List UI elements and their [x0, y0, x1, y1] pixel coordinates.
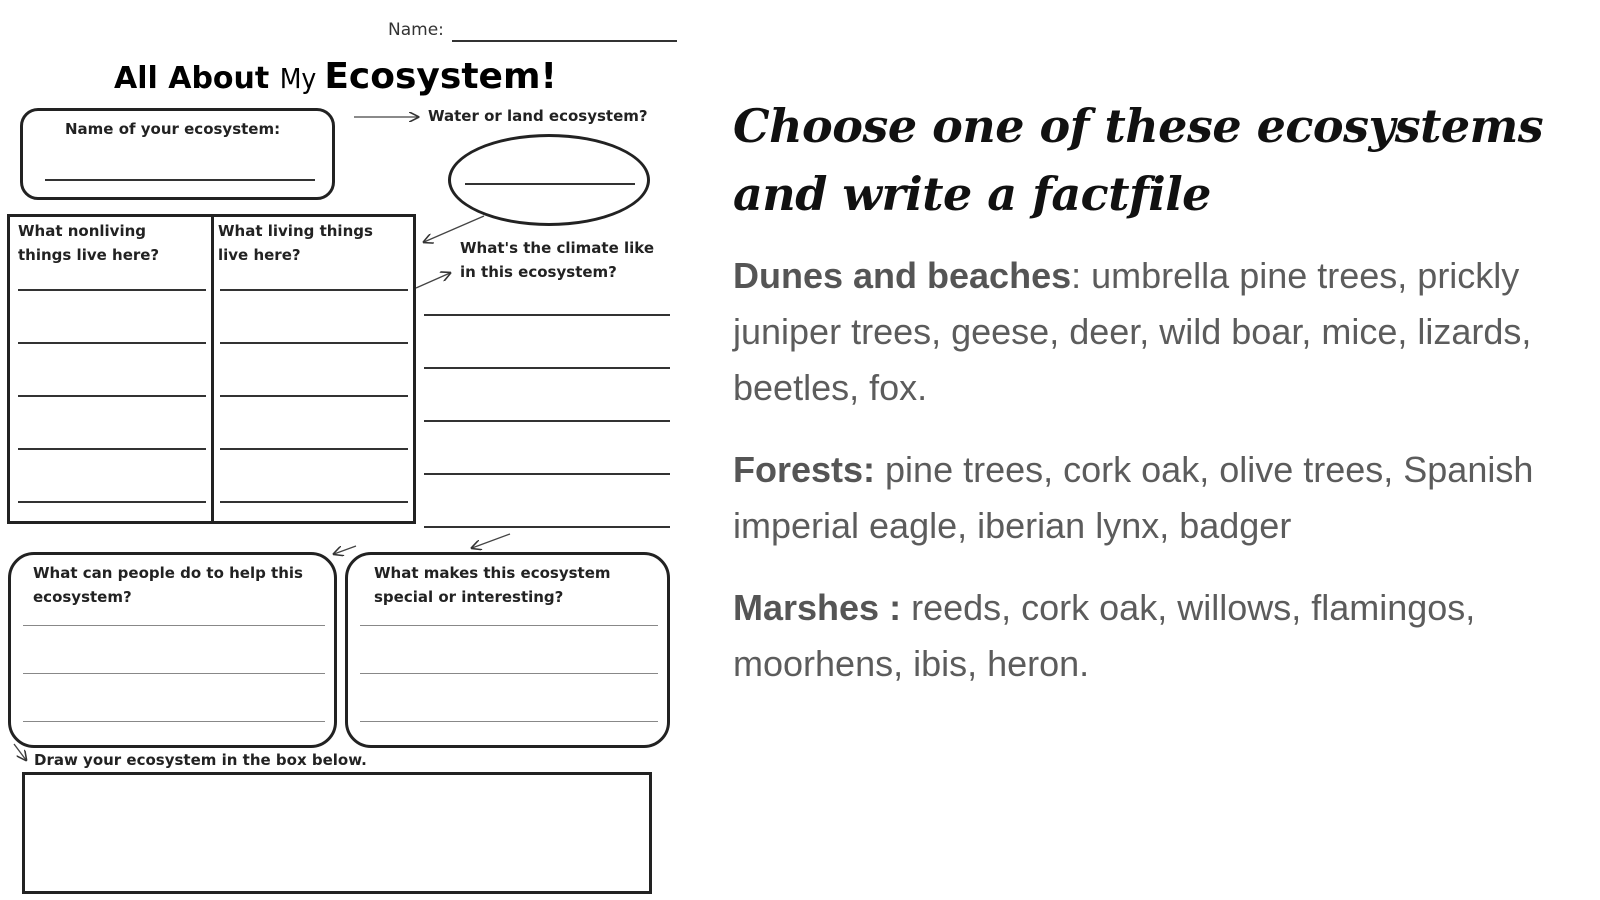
- special-line: [360, 625, 658, 626]
- things-table: [7, 214, 416, 524]
- marshes-label: Marshes :: [733, 587, 902, 628]
- water-or-land-label: Water or land ecosystem?: [428, 107, 648, 125]
- draw-label: Draw your ecosystem in the box below.: [34, 751, 367, 769]
- ecosystem-dunes-beaches: [733, 248, 1563, 416]
- special-label: What makes this ecosystem special or interesting?: [374, 564, 611, 606]
- instructions-heading: Choose one of these ecosystems and write a factfile: [733, 99, 1544, 221]
- table-line: [18, 342, 206, 344]
- ecosystem-forests: [733, 442, 1563, 554]
- nonliving-header: What nonliving things live here?: [18, 222, 160, 264]
- ecosystem-name-label: Name of your ecosystem:: [65, 120, 281, 138]
- help-line: [23, 721, 325, 722]
- climate-line: [424, 526, 670, 528]
- table-line: [220, 342, 408, 344]
- title-part-my: My: [279, 62, 325, 95]
- forests-label: Forests:: [733, 449, 876, 490]
- table-line: [18, 448, 206, 450]
- draw-box: [22, 772, 652, 894]
- climate-label: What's the climate like in this ecosystem?: [460, 239, 655, 281]
- dunes-label: Dunes and beaches: [733, 255, 1072, 296]
- water-land-oval: [448, 134, 650, 226]
- climate-line: [424, 473, 670, 475]
- table-line: [220, 501, 408, 503]
- help-line: [23, 625, 325, 626]
- worksheet-title: [114, 56, 557, 97]
- title-part-all-about: All About: [114, 61, 280, 96]
- table-line: [220, 395, 408, 397]
- special-box: [345, 552, 670, 748]
- table-line: [18, 289, 206, 291]
- ecosystem-name-box: [20, 108, 335, 200]
- climate-line: [424, 314, 670, 316]
- help-label: What can people do to help this ecosystem?: [33, 564, 303, 606]
- oval-line: [465, 183, 635, 185]
- name-label: Name:: [388, 20, 444, 40]
- table-line: [220, 448, 408, 450]
- table-line: [220, 289, 408, 291]
- special-line: [360, 721, 658, 722]
- title-part-ecosystem: Ecosystem!: [324, 56, 557, 97]
- table-line: [18, 395, 206, 397]
- help-box: [8, 552, 337, 748]
- ecosystem-marshes: [733, 580, 1563, 692]
- living-header: What living things live here?: [218, 222, 373, 264]
- ecosystem-worksheet: [0, 0, 680, 900]
- forests-text: pine trees, cork oak, olive trees, Spanish imperial eagle, iberian lynx, badger: [733, 449, 1534, 546]
- dunes-text: : umbrella pine trees, prickly juniper trees, geese, deer, wild boar, mice, lizards, beetles, fox.: [733, 255, 1532, 408]
- table-divider: [211, 217, 214, 521]
- climate-line: [424, 367, 670, 369]
- special-line: [360, 673, 658, 674]
- name-write-line: [452, 40, 677, 42]
- marshes-text: reeds, cork oak, willows, flamingos, moorhens, ibis, heron.: [733, 587, 1476, 684]
- ecosystem-name-line: [45, 179, 315, 181]
- instructions-panel: [733, 92, 1563, 718]
- table-line: [18, 501, 206, 503]
- climate-line: [424, 420, 670, 422]
- help-line: [23, 673, 325, 674]
